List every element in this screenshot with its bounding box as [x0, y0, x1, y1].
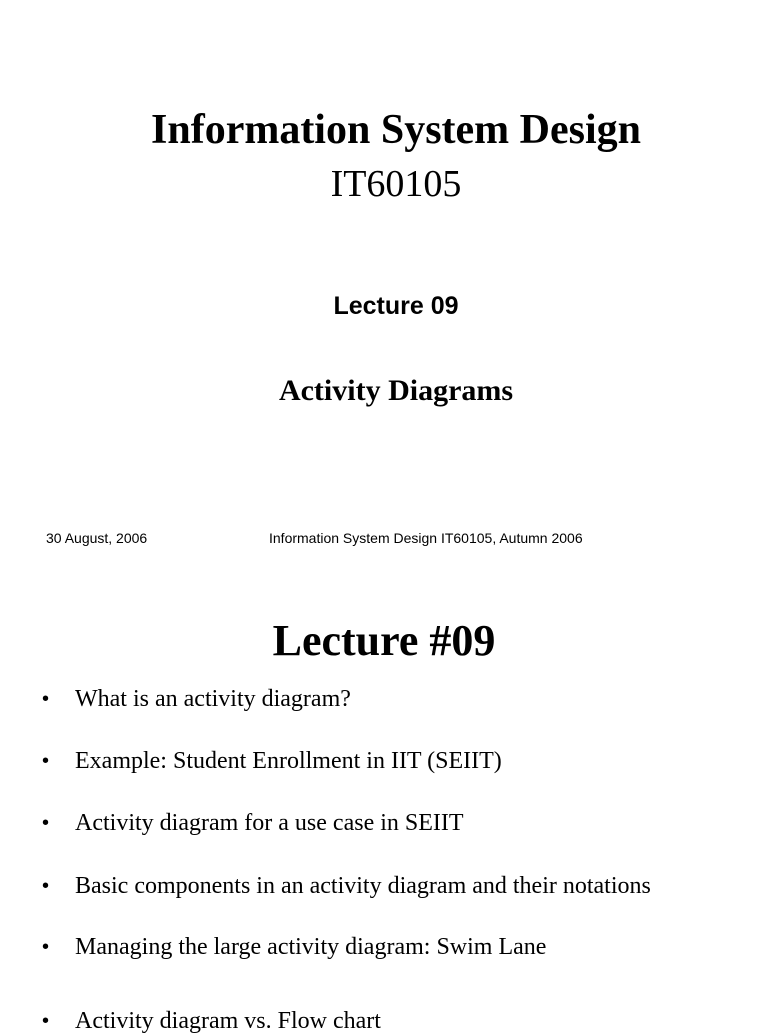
agenda-item-text: Managing the large activity diagram: Swim Lane [75, 934, 547, 960]
bullet-icon: • [42, 875, 50, 897]
agenda-slide [0, 575, 768, 1034]
bullet-icon: • [42, 750, 50, 772]
slide-title: Information System Design [151, 107, 641, 153]
agenda-item-text: Basic components in an activity diagram and their notations [75, 873, 651, 899]
agenda-item-text: Activity diagram for a use case in SEIIT [75, 810, 464, 836]
agenda-item-text: Activity diagram vs. Flow chart [75, 1008, 381, 1034]
footer-course-info: Information System Design IT60105, Autumn 2006 [269, 530, 583, 546]
agenda-title: Lecture #09 [272, 616, 496, 665]
footer-date: 30 August, 2006 [46, 530, 148, 546]
agenda-item-text: Example: Student Enrollment in IIT (SEIIT) [75, 748, 502, 774]
agenda-item-text: What is an activity diagram? [75, 686, 351, 712]
lecture-number: Lecture 09 [333, 292, 459, 320]
bullet-icon: • [42, 812, 50, 834]
bullet-icon: • [42, 1010, 50, 1032]
bullet-icon: • [42, 688, 50, 710]
course-code: IT60105 [330, 163, 462, 205]
bullet-icon: • [42, 936, 50, 958]
lecture-topic: Activity Diagrams [278, 374, 514, 407]
